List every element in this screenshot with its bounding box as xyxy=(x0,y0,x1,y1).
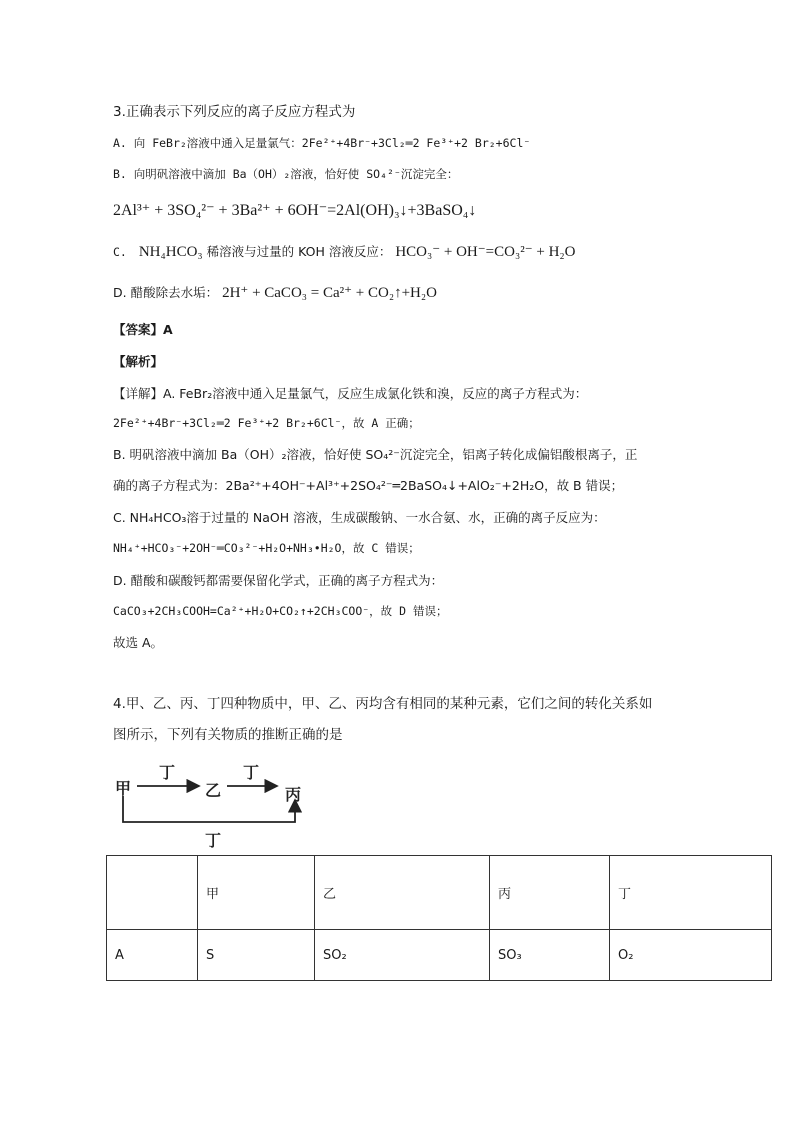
q3-option-c-reactant: NH₄HCO₃ xyxy=(138,244,203,260)
q3-stem: 3.正确表示下列反应的离子反应方程式为 xyxy=(113,104,356,120)
q4-stem-line1: 4.甲、乙、丙、丁四种物质中，甲、乙、丙均含有相同的某种元素，它们之间的转化关系如 xyxy=(113,696,653,712)
table-header-cell: 丙 xyxy=(490,856,610,930)
q3-answer: 【答案】A xyxy=(113,322,173,337)
q3-detail-b-line2: 确的离子方程式为：2Ba²⁺+4OH⁻+Al³⁺+2SO₄²⁻═2BaSO₄↓+AlO₂⁻+2H₂O，故 B 错误； xyxy=(113,478,624,493)
q3-option-b: B. 向明矾溶液中滴加 Ba（OH）₂溶液，恰好使 SO₄²⁻沉淀完全： xyxy=(113,167,459,181)
label-ding-2: 丁 xyxy=(243,763,260,782)
q3-option-c xyxy=(113,245,575,260)
q4-stem-line2: 图所示，下列有关物质的推断正确的是 xyxy=(113,727,343,743)
table-cell: SO₃ xyxy=(490,930,610,981)
label-ding-1: 丁 xyxy=(159,763,176,782)
q3-detail-a-equation: 2Fe²⁺+4Br⁻+3Cl₂═2 Fe³⁺+2 Br₂+6Cl⁻，故 A 正确； xyxy=(113,416,420,430)
q3-analysis-heading: 【解析】 xyxy=(113,354,164,369)
node-yi: 乙 xyxy=(205,781,222,800)
q3-conclusion: 故选 A。 xyxy=(113,635,164,650)
q3-detail-b-line1: B. 明矾溶液中滴加 Ba（OH）₂溶液，恰好使 SO₄²⁻沉淀完全，铝离子转化成偏铝酸根离子，正 xyxy=(113,447,638,462)
table-cell: S xyxy=(198,930,315,981)
table-cell: A xyxy=(107,930,198,981)
q3-option-c-equation: HCO₃⁻ + OH⁻=CO₃²⁻ + H₂O xyxy=(395,244,576,260)
table-header-cell xyxy=(107,856,198,930)
q3-detail-a: 【详解】A. FeBr₂溶液中通入足量氯气，反应生成氯化铁和溴，反应的离子方程式为： xyxy=(113,386,588,401)
table-header-row xyxy=(107,856,772,930)
table-header-cell: 甲 xyxy=(198,856,315,930)
table-header-cell: 乙 xyxy=(315,856,490,930)
table-cell: O₂ xyxy=(610,930,772,981)
options-table xyxy=(106,855,772,981)
table-row xyxy=(107,930,772,981)
table-header-cell: 丁 xyxy=(610,856,772,930)
q3-detail-d-line2: CaCO₃+2CH₃COOH=Ca²⁺+H₂O+CO₂↑+2CH₃COO⁻，故 D 错误； xyxy=(113,604,448,618)
q3-option-d xyxy=(113,286,437,301)
label-ding-3: 丁 xyxy=(205,831,222,850)
q3-option-c-prefix: C. xyxy=(113,245,127,259)
node-bing: 丙 xyxy=(285,785,302,804)
q3-option-d-equation: 2H⁺ + CaCO₃ = Ca²⁺ + CO₂↑+H₂O xyxy=(222,285,437,301)
transformation-diagram xyxy=(115,760,315,852)
q3-option-a: A. 向 FeBr₂溶液中通入足量氯气：2Fe²⁺+4Br⁻+3Cl₂═2 Fe³⁺+2 Br₂+6Cl⁻ xyxy=(113,136,531,150)
table-cell: SO₂ xyxy=(315,930,490,981)
q3-option-c-text: 稀溶液与过量的 KOH 溶液反应： xyxy=(206,244,392,259)
q3-detail-c-line2: NH₄⁺+HCO₃⁻+2OH⁻═CO₃²⁻+H₂O+NH₃•H₂O，故 C 错误； xyxy=(113,541,420,555)
q3-option-d-text: D. 醋酸除去水垢： xyxy=(113,285,219,300)
node-jia: 甲 xyxy=(115,779,132,798)
q3-option-b-equation: 2Al³⁺ + 3SO₄²⁻ + 3Ba²⁺ + 6OH⁻=2Al(OH)₃↓+3BaSO₄↓ xyxy=(113,202,477,219)
q3-detail-d-line1: D. 醋酸和碳酸钙都需要保留化学式，正确的离子方程式为： xyxy=(113,573,444,588)
q3-detail-c-line1: C. NH₄HCO₃溶于过量的 NaOH 溶液，生成碳酸钠、一水合氨、水，正确的离子反应为： xyxy=(113,510,606,525)
